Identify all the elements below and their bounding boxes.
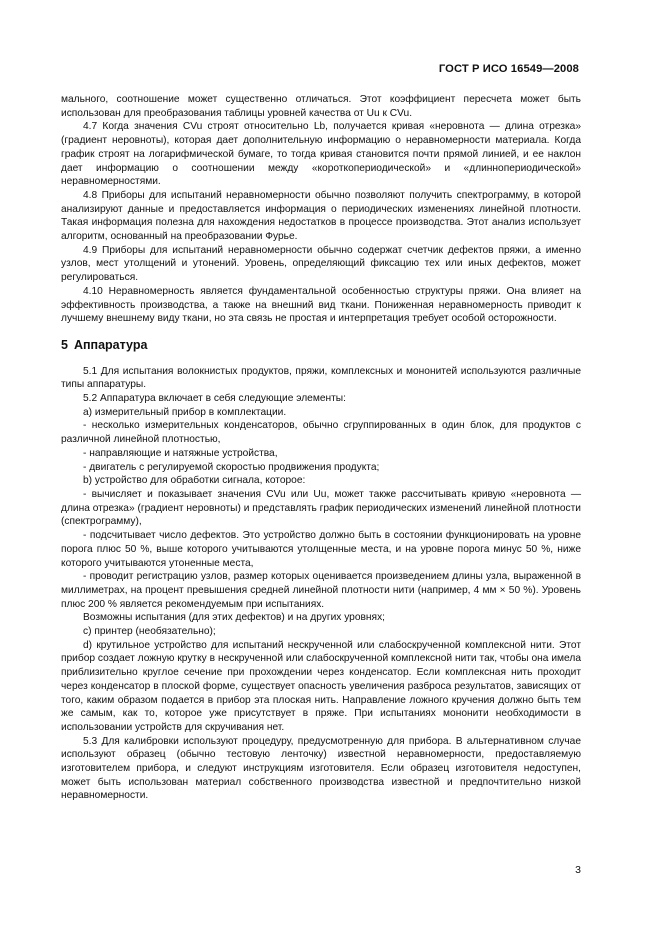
paragraph-other-levels: Возможны испытания (для этих дефектов) и на других уровнях; [83,612,385,624]
paragraph-continuation: мального, соотношение может существенно отличаться. Этот коэффициент пересчета может быть использован для преобразования таблицы уровней качества от Uu к CVu. [61,94,581,119]
list-subitem: - двигатель с регулируемой скоростью продвижения продукта; [83,461,380,473]
list-subitem: - несколько измерительных конденсаторов, обычно сгруппированных в один блок, для продуктов с различной линейной плотностью, [61,420,581,446]
section-heading [61,339,581,353]
list-subitem: - направляющие и натяжные устройства, [83,447,278,459]
page-number: 3 [575,864,581,876]
document-body [61,93,581,803]
section-number: 5 [61,337,68,352]
list-subitem: - подсчитывает число дефектов. Это устройство должно быть в состоянии функционировать на уровне порога плюс 50 %, выше которого учитываются утолщенные места, и на уровне порога минус 50 %, ниже которого учитываются утоненные места, [61,530,581,569]
paragraph-4-7: 4.7 Когда значения CVu строят относительно Lb, получается кривая «неровнота — длина отрезка» (градиент неровноты), которая дает дополнительную информацию о неравномерности материала. Когда график строят на логарифмической бумаге, то тогда кривая становится почти прямой линией, и ее наклон дает информацию о соотношении между «короткопериодической» и «длиннопериодической» неравномерностями. [61,121,581,188]
list-subitem: - вычисляет и показывает значения CVu или Uu, может также рассчитывать кривую «неровнота — длина отрезка» (градиент неровноты) и представлять график периодических изменений линейной плотности (спектрограмму), [61,488,581,528]
paragraph-5-2: 5.2 Аппаратура включает в себя следующие элементы: [83,393,346,405]
section-title: Аппаратура [73,337,148,352]
paragraph-4-9: 4.9 Приборы для испытаний неравномерности обычно содержат счетчик дефектов пряжи, а именно узлов, мест утолщений и утонений. Уровень, определяющий фиксацию тех или иных дефектов, может регулироваться. [61,244,581,284]
paragraph-4-8: 4.8 Приборы для испытаний неравномерности обычно позволяют получить спектрограмму, в которой анализируют данные и предоставляется информация о периодических изменениях линейной плотности. Такая информация полезна для нахождения недостатков в процессе производства. Этот анализ использует алгоритм, основанный на преобразовании Фурье. [61,189,581,243]
document-header: ГОСТ Р ИСО 16549—2008 [438,63,579,75]
paragraph-5-1: 5.1 Для испытания волокнистых продуктов, пряжи, комплексных и мононитей используются различные типы аппаратуры. [61,365,581,391]
list-item-d: d) крутильное устройство для испытаний нескрученной или слабоскрученной комплексной нити. Этот прибор создает ложную крутку в нескрученной или слабоскрученной комплексной нити так, чтобы она имела приблизительно круглое сечение при прохождении через конденсатор. Если комплексная нить проходит через конденсатор в плоской форме, существует опасность увеличения разброса результатов, зависящих от того, каким образом подается в прибор эта плоская нить. Направление ложного кручения должно быть тем же самым, как то, которое уже присутствует в пряже. При испытаниях мононити необходимости в использовании устройств для скручивания нет. [61,639,581,733]
list-item-c: c) принтер (необязательно); [83,626,216,638]
paragraph-4-10: 4.10 Неравномерность является фундаментальной особенностью структуры пряжи. Она влияет на эффективность производства, а также на внешний вид ткани. Пониженная неравномерность приводит к лучшему внешнему виду ткани, но эта связь не простая и интерпретация требует особой осторожности. [61,285,581,325]
list-subitem: - проводит регистрацию узлов, размер которых оценивается произведением длины узла, выраженной в миллиметрах, на процент превышения средней линейной плотности нити (например, 4 мм × 50 %). Уровень плюс 200 % является рекомендуемым при испытаниях. [61,571,581,610]
paragraph-5-3: 5.3 Для калибровки используют процедуру, предусмотренную для прибора. В альтернативном случае используют образец (обычно тестовую ленточку) известной неравномерности, предоставляемую изготовителем прибора, и следуют инструкциям изготовителя. Если образец изготовителя недоступен, может быть использован материал собственного производства известной и предпочтительно низкой неравномерности. [61,735,581,802]
list-item-b: b) устройство для обработки сигнала, которое: [83,475,306,487]
list-item-a: a) измерительный прибор в комплектации. [83,406,287,418]
